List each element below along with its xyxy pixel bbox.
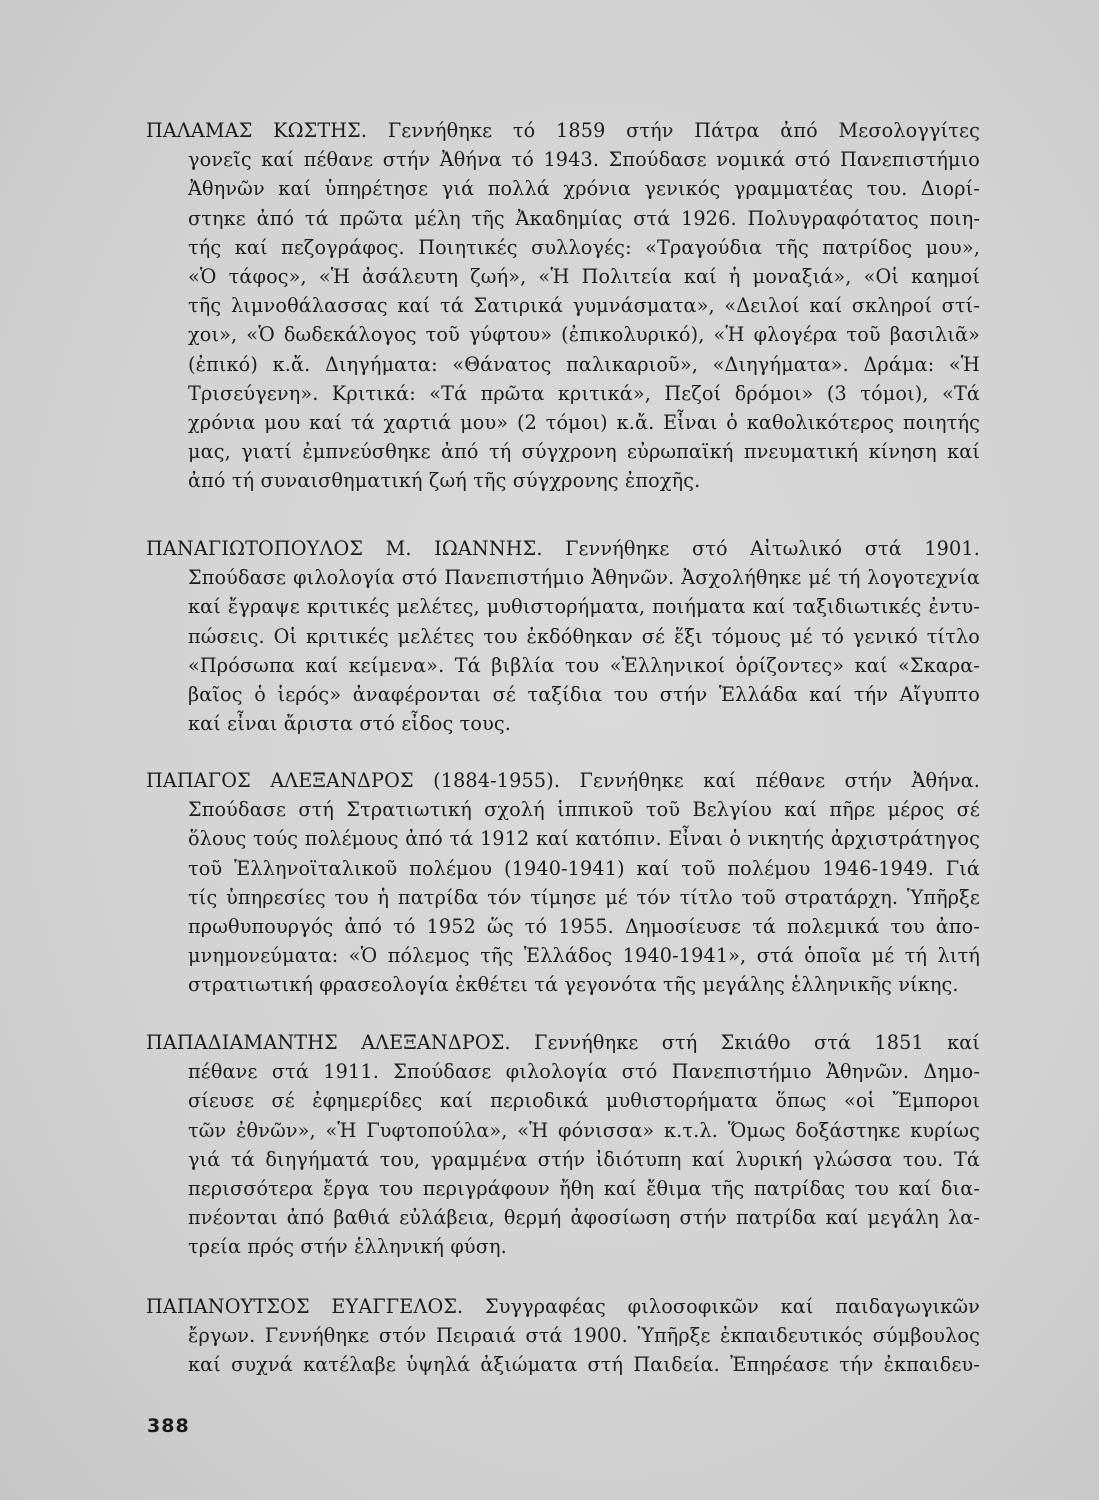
text-line: Τρισεύγενη». Κριτικά: «Τά πρῶτα κριτικά», Πεζοί δρόμοι» (3 τόμοι), «Τά [188,381,980,405]
text-line: βαῖος ὁ ἱερός» ἀναφέρονται σέ ταξίδια του στήν Ἑλλάδα καί τήν Αἴγυπτο [188,682,980,706]
text-line: τίς ὑπηρεσίες του ἡ πατρίδα τόν τίμησε μέ τόν τίτλο τοῦ στρατάρχη. Ὑπῆρξε [188,885,980,909]
text-line: γιά τά διηγήματά του, γραμμένα στήν ἰδιότυπη καί λυρική γλώσσα του. Τά [188,1147,980,1171]
text-line: τῶν ἐθνῶν», «Ἡ Γυφτοπούλα», «Ἡ φόνισσα» κ.τ.λ. Ὅμως δοξάστηκε κυρίως [188,1118,980,1142]
text-line: ἀπό τή συναισθηματική ζωή τῆς σύγχρονης ἐποχῆς. [188,469,701,493]
page-number: 388 [147,1415,190,1437]
text-line: Σπούδασε φιλολογία στό Πανεπιστήμιο Ἀθηνῶν. Ἀσχολήθηκε μέ τή λογοτεχνία [188,566,980,590]
text-line: καί ἔγραψε κριτικές μελέτες, μυθιστορήματα, ποιήματα καί ταξιδιωτικές ἐντυ- [188,595,980,619]
text-line: χοι», «Ὁ δωδεκάλογος τοῦ γύφτου» (ἐπικολυρικό), «Ἡ φλογέρα τοῦ βασιλιᾶ» [188,323,980,347]
text-line: (ἐπικό) κ.ἄ. Διηγήματα: «Θάνατος παλικαριοῦ», «Διηγήματα». Δράμα: «Ἡ [188,352,980,376]
text-line: ἔργων. Γεννήθηκε στόν Πειραιά στά 1900. Ὑπῆρξε ἐκπαιδευτικός σύμβουλος [188,1324,980,1348]
text-line: στρατιωτική φρασεολογία ἐκθέτει τά γεγονότα τῆς μεγάλης ἑλληνικῆς νίκης. [188,973,959,997]
text-line: μνημονεύματα: «Ὁ πόλεμος τῆς Ἑλλάδος 1940-1941», στά ὁποῖα μέ τή λιτή [188,944,980,968]
entry-headline: ΠΑΠΑΝΟΥΤΣΟΣ ΕΥΑΓΓΕΛΟΣ. Συγγραφέας φιλοσοφικῶν καί παιδαγωγικῶν [146,1295,980,1318]
text-line: πρωθυπουργός ἀπό τό 1952 ὥς τό 1955. Δημοσίευσε τά πολεμικά του ἀπο- [188,914,980,938]
text-line: τής καί πεζογράφος. Ποιητικές συλλογές: «Τραγούδια τῆς πατρίδος μου», [188,235,980,259]
entry-papanoutsos [146,1292,980,1380]
entry-headline: ΠΑΛΑΜΑΣ ΚΩΣΤΗΣ. Γεννήθηκε τό 1859 στήν Πάτρα ἀπό Μεσολογγίτες [146,119,980,142]
text-line: γονεῖς καί πέθανε στήν Ἀθήνα τό 1943. Σπούδασε νομικά στό Πανεπιστήμιο [188,148,980,172]
text-line: καί εἶναι ἄριστα στό εἶδος τους. [188,712,512,736]
text-line: μας, γιατί ἐμπνεύσθηκε ἀπό τή σύγχρονη εὐρωπαϊκή πνευματική κίνηση καί [188,440,980,464]
text-line: Σπούδασε στή Στρατιωτική σχολή ἱππικοῦ τοῦ Βελγίου καί πῆρε μέρος σέ [188,798,980,822]
text-line: σίευσε σέ ἐφημερίδες καί περιοδικά μυθιστορήματα ὅπως «οἱ Ἔμποροι [188,1089,980,1113]
text-line: περισσότερα ἔργα του περιγράφουν ἤθη καί ἔθιμα τῆς πατρίδας του καί δια- [188,1176,980,1200]
text-line: πνέονται ἀπό βαθιά εὐλάβεια, θερμή ἀφοσίωση στήν πατρίδα καί μεγάλη λα- [188,1206,980,1230]
text-line: «Πρόσωπα καί κείμενα». Τά βιβλία του «Ἑλληνικοί ὁρίζοντες» καί «Σκαρα- [188,653,980,677]
entry-papagos [146,766,980,1000]
text-line: πέθανε στά 1911. Σπούδασε φιλολογία στό Πανεπιστήμιο Ἀθηνῶν. Δημο- [188,1060,980,1084]
text-line: καί συχνά κατέλαβε ὑψηλά ἀξιώματα στή Παιδεία. Ἐπηρέασε τήν ἐκπαιδευ- [188,1353,980,1377]
text-line: Ἀθηνῶν καί ὑπηρέτησε γιά πολλά χρόνια γενικός γραμματέας του. Διορί- [188,177,980,201]
entry-papadiamantis [146,1028,980,1262]
text-line: τοῦ Ἑλληνοϊταλικοῦ πολέμου (1940-1941) καί τοῦ πολέμου 1946-1949. Γιά [188,856,980,880]
text-line: τρεία πρός στήν ἑλληνική φύση. [188,1235,507,1259]
entry-headline: ΠΑΝΑΓΙΩΤΟΠΟΥΛΟΣ Μ. ΙΩΑΝΝΗΣ. Γεννήθηκε στό Αἰτωλικό στά 1901. [146,537,980,560]
text-line: τῆς λιμνοθάλασσας καί τά Σατιρικά γυμνάσματα», «Δειλοί καί σκληροί στί- [188,294,980,318]
entry-palamas [146,116,980,495]
text-line: «Ὁ τάφος», «Ἡ ἀσάλευτη ζωή», «Ἡ Πολιτεία καί ἡ μοναξιά», «Οἱ καημοί [188,264,980,288]
text-line: πώσεις. Οἱ κριτικές μελέτες του ἐκδόθηκαν σέ ἕξι τόμους μέ τό γενικό τίτλο [188,624,980,648]
entry-headline: ΠΑΠΑΓΟΣ ΑΛΕΞΑΝΔΡΟΣ (1884-1955). Γεννήθηκε καί πέθανε στήν Ἀθήνα. [146,769,980,792]
text-line: στηκε ἀπό τά πρῶτα μέλη τῆς Ἀκαδημίας στά 1926. Πολυγραφότατος ποιη- [188,206,980,230]
text-line: ὅλους τούς πολέμους ἀπό τά 1912 καί κατόπιν. Εἶναι ὁ νικητής ἀρχιστράτηγος [188,827,980,851]
entry-headline: ΠΑΠΑΔΙΑΜΑΝΤΗΣ ΑΛΕΞΑΝΔΡΟΣ. Γεννήθηκε στή Σκιάθο στά 1851 καί [146,1031,980,1054]
entry-panagiotopoulos [146,534,980,738]
text-line: χρόνια μου καί τά χαρτιά μου» (2 τόμοι) κ.ἄ. Εἶναι ὁ καθολικότερος ποιητής [188,410,980,434]
